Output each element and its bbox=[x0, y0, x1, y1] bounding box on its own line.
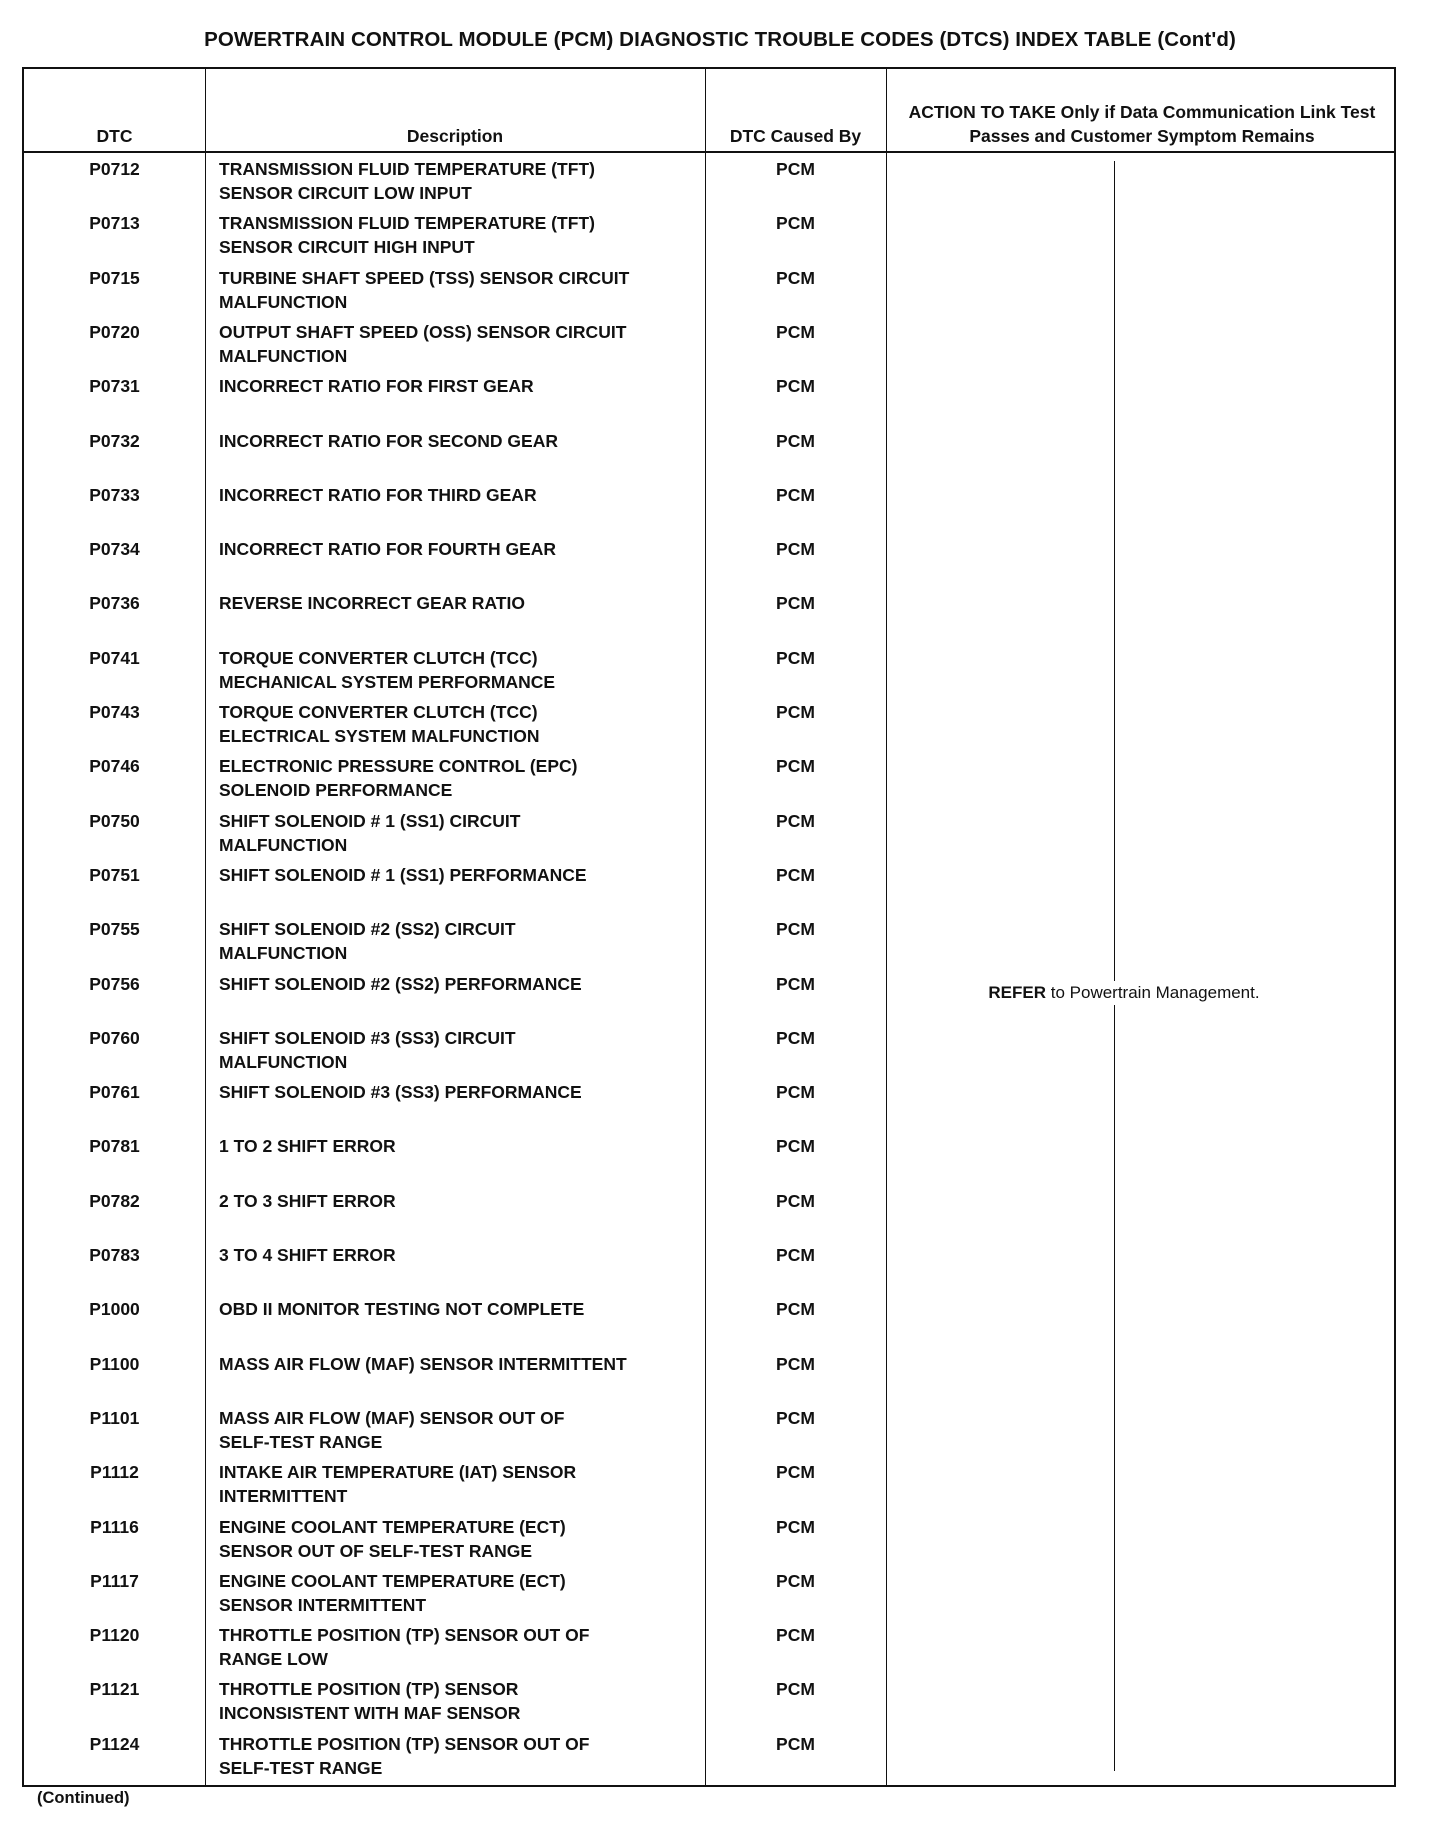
dtc-caused-by: PCM bbox=[776, 267, 815, 288]
dtc-caused-by: PCM bbox=[776, 1245, 815, 1265]
dtc-description bbox=[219, 320, 719, 368]
action-verb: REFER bbox=[988, 983, 1047, 1002]
description-line-1: INCORRECT RATIO FOR SECOND GEAR bbox=[219, 430, 558, 451]
description-line-1: ELECTRONIC PRESSURE CONTROL (EPC) bbox=[219, 756, 578, 777]
action-target: to Powertrain Management. bbox=[1050, 983, 1260, 1002]
header-description: Description bbox=[406, 126, 504, 146]
dtc-description bbox=[219, 1623, 719, 1671]
table-row bbox=[24, 1623, 1394, 1677]
dtc-description bbox=[219, 1243, 719, 1267]
description-line-1: MASS AIR FLOW (MAF) SENSOR OUT OF bbox=[219, 1407, 565, 1428]
description-line-2: MALFUNCTION bbox=[219, 834, 348, 855]
dtc-description bbox=[219, 1080, 719, 1104]
description-line-2: SELF-TEST RANGE bbox=[219, 1431, 383, 1452]
header-dtc: DTC bbox=[96, 126, 133, 146]
table-row bbox=[24, 537, 1394, 591]
dtc-code: P1121 bbox=[89, 1679, 140, 1700]
description-line-2: MALFUNCTION bbox=[219, 291, 348, 312]
dtc-code: P0751 bbox=[89, 864, 140, 885]
dtc-caused-by: PCM bbox=[776, 919, 815, 940]
description-line-2: MECHANICAL SYSTEM PERFORMANCE bbox=[219, 671, 556, 692]
description-line-1: 2 TO 3 SHIFT ERROR bbox=[219, 1190, 396, 1211]
dtc-code: P1117 bbox=[90, 1570, 139, 1591]
table-row bbox=[24, 1026, 1394, 1080]
dtc-description bbox=[219, 1189, 719, 1213]
description-line-1: TRANSMISSION FLUID TEMPERATURE (TFT) bbox=[219, 159, 595, 179]
dtc-code: P0715 bbox=[89, 267, 140, 288]
dtc-description bbox=[219, 917, 719, 965]
description-line-1: ENGINE COOLANT TEMPERATURE (ECT) bbox=[219, 1516, 566, 1537]
dtc-caused-by: PCM bbox=[776, 702, 815, 722]
dtc-description bbox=[219, 1677, 719, 1725]
table-row bbox=[24, 591, 1394, 645]
dtc-caused-by: PCM bbox=[776, 1136, 815, 1157]
dtc-code: P0720 bbox=[89, 321, 140, 342]
table-row bbox=[24, 809, 1394, 863]
dtc-code: P0746 bbox=[89, 756, 140, 777]
description-line-1: SHIFT SOLENOID # 1 (SS1) CIRCUIT bbox=[219, 810, 521, 831]
dtc-code: P1101 bbox=[89, 1407, 140, 1428]
table-row bbox=[24, 429, 1394, 483]
description-line-2: INTERMITTENT bbox=[219, 1486, 348, 1507]
description-line-1: REVERSE INCORRECT GEAR RATIO bbox=[219, 593, 525, 614]
dtc-code: P0733 bbox=[89, 484, 140, 505]
dtc-code: P0755 bbox=[89, 919, 140, 940]
dtc-description bbox=[219, 591, 719, 615]
table-row bbox=[24, 1189, 1394, 1243]
header-action: ACTION TO TAKE Only if Data Communication Link Test Passes and Customer Symptom Remains bbox=[908, 102, 1376, 146]
dtc-description bbox=[219, 1406, 719, 1454]
dtc-caused-by: PCM bbox=[776, 973, 815, 994]
description-line-1: INTAKE AIR TEMPERATURE (IAT) SENSOR bbox=[219, 1462, 577, 1483]
dtc-caused-by: PCM bbox=[776, 756, 815, 777]
description-line-1: SHIFT SOLENOID #2 (SS2) PERFORMANCE bbox=[219, 973, 582, 994]
description-line-2: SENSOR CIRCUIT LOW INPUT bbox=[219, 183, 472, 203]
dtc-caused-by: PCM bbox=[776, 1462, 815, 1483]
dtc-description bbox=[219, 1515, 719, 1563]
dtc-caused-by: PCM bbox=[776, 1679, 815, 1700]
dtc-description bbox=[219, 157, 719, 205]
dtc-caused-by: PCM bbox=[776, 539, 815, 560]
dtc-caused-by: PCM bbox=[776, 159, 815, 179]
dtc-code: P0731 bbox=[89, 376, 140, 397]
table-row bbox=[24, 646, 1394, 700]
description-line-1: OUTPUT SHAFT SPEED (OSS) SENSOR CIRCUIT bbox=[219, 321, 627, 342]
table-row bbox=[24, 1243, 1394, 1297]
description-line-1: TORQUE CONVERTER CLUTCH (TCC) bbox=[219, 702, 538, 722]
dtc-caused-by: PCM bbox=[776, 1733, 815, 1754]
action-instruction bbox=[900, 981, 1348, 1005]
description-line-2: SENSOR CIRCUIT HIGH INPUT bbox=[219, 237, 475, 258]
header-rule bbox=[24, 151, 1394, 153]
description-line-1: INCORRECT RATIO FOR THIRD GEAR bbox=[219, 484, 537, 505]
table-row bbox=[24, 1677, 1394, 1731]
table-row bbox=[24, 211, 1394, 265]
dtc-index-table bbox=[22, 67, 1396, 1787]
dtc-description bbox=[219, 646, 719, 694]
description-line-2: RANGE LOW bbox=[219, 1649, 328, 1670]
dtc-code: P0781 bbox=[89, 1136, 140, 1157]
description-line-1: SHIFT SOLENOID #2 (SS2) CIRCUIT bbox=[219, 919, 516, 940]
dtc-description bbox=[219, 266, 719, 314]
table-row bbox=[24, 1732, 1394, 1786]
description-line-1: THROTTLE POSITION (TP) SENSOR OUT OF bbox=[219, 1625, 590, 1646]
dtc-caused-by: PCM bbox=[776, 213, 815, 234]
dtc-caused-by: PCM bbox=[776, 1027, 815, 1048]
dtc-description bbox=[219, 754, 719, 802]
dtc-description bbox=[219, 374, 719, 398]
dtc-code: P0750 bbox=[89, 810, 140, 831]
dtc-description bbox=[219, 1297, 719, 1321]
description-line-2: MALFUNCTION bbox=[219, 1051, 348, 1072]
description-line-1: SHIFT SOLENOID # 1 (SS1) PERFORMANCE bbox=[219, 864, 587, 885]
dtc-description bbox=[219, 863, 719, 887]
table-row bbox=[24, 1080, 1394, 1134]
dtc-description bbox=[219, 700, 719, 748]
description-line-1: SHIFT SOLENOID #3 (SS3) PERFORMANCE bbox=[219, 1082, 582, 1103]
dtc-code: P1120 bbox=[89, 1625, 140, 1646]
dtc-description bbox=[219, 1026, 719, 1074]
description-line-2: ELECTRICAL SYSTEM MALFUNCTION bbox=[219, 726, 540, 746]
table-title: POWERTRAIN CONTROL MODULE (PCM) DIAGNOSTIC TROUBLE CODES (DTCS) INDEX TABLE (Cont'd) bbox=[204, 28, 1236, 51]
dtc-description bbox=[219, 211, 719, 259]
dtc-code: P0712 bbox=[89, 159, 140, 179]
description-line-2: INCONSISTENT WITH MAF SENSOR bbox=[219, 1703, 521, 1724]
table-row bbox=[24, 1515, 1394, 1569]
dtc-code: P0736 bbox=[89, 593, 140, 614]
description-line-2: SENSOR OUT OF SELF-TEST RANGE bbox=[219, 1540, 533, 1561]
dtc-code: P0782 bbox=[89, 1190, 140, 1211]
table-row bbox=[24, 320, 1394, 374]
dtc-description bbox=[219, 1732, 719, 1780]
dtc-description bbox=[219, 483, 719, 507]
table-row bbox=[24, 1406, 1394, 1460]
dtc-code: P0761 bbox=[89, 1082, 140, 1103]
description-line-1: INCORRECT RATIO FOR FOURTH GEAR bbox=[219, 539, 557, 560]
header-caused-by: DTC Caused By bbox=[729, 126, 862, 146]
table-row bbox=[24, 700, 1394, 754]
description-line-1: THROTTLE POSITION (TP) SENSOR bbox=[219, 1679, 519, 1700]
dtc-description bbox=[219, 1460, 719, 1508]
continued-note: (Continued) bbox=[37, 1789, 130, 1807]
dtc-description bbox=[219, 1569, 719, 1617]
dtc-caused-by: PCM bbox=[776, 1407, 815, 1428]
table-row bbox=[24, 754, 1394, 808]
description-line-1: 3 TO 4 SHIFT ERROR bbox=[219, 1245, 396, 1265]
description-line-2: MALFUNCTION bbox=[219, 943, 348, 964]
dtc-code: P0756 bbox=[89, 973, 140, 994]
dtc-caused-by: PCM bbox=[776, 810, 815, 831]
dtc-caused-by: PCM bbox=[776, 321, 815, 342]
table-row bbox=[24, 917, 1394, 971]
description-line-1: ENGINE COOLANT TEMPERATURE (ECT) bbox=[219, 1570, 566, 1591]
dtc-caused-by: PCM bbox=[776, 593, 815, 614]
table-row bbox=[24, 266, 1394, 320]
dtc-caused-by: PCM bbox=[776, 430, 815, 451]
action-column-rule bbox=[1114, 161, 1115, 1771]
description-line-1: MASS AIR FLOW (MAF) SENSOR INTERMITTENT bbox=[219, 1353, 627, 1374]
description-line-1: OBD II MONITOR TESTING NOT COMPLETE bbox=[219, 1299, 585, 1320]
dtc-code: P1124 bbox=[89, 1733, 140, 1754]
dtc-description bbox=[219, 429, 719, 453]
dtc-description bbox=[219, 972, 719, 996]
table-row bbox=[24, 483, 1394, 537]
dtc-code: P1112 bbox=[90, 1462, 139, 1483]
dtc-caused-by: PCM bbox=[776, 1625, 815, 1646]
table-row bbox=[24, 1352, 1394, 1406]
description-line-1: SHIFT SOLENOID #3 (SS3) CIRCUIT bbox=[219, 1027, 516, 1048]
description-line-1: 1 TO 2 SHIFT ERROR bbox=[219, 1136, 396, 1157]
dtc-caused-by: PCM bbox=[776, 1299, 815, 1320]
description-line-2: SELF-TEST RANGE bbox=[219, 1757, 383, 1778]
dtc-code: P0760 bbox=[89, 1027, 140, 1048]
dtc-code: P0741 bbox=[89, 647, 140, 668]
table-row bbox=[24, 1134, 1394, 1188]
dtc-caused-by: PCM bbox=[776, 1082, 815, 1103]
description-line-1: TURBINE SHAFT SPEED (TSS) SENSOR CIRCUIT bbox=[219, 267, 630, 288]
table-row bbox=[24, 1460, 1394, 1514]
table-row bbox=[24, 1569, 1394, 1623]
table-row bbox=[24, 374, 1394, 428]
description-line-1: THROTTLE POSITION (TP) SENSOR OUT OF bbox=[219, 1733, 590, 1754]
dtc-caused-by: PCM bbox=[776, 647, 815, 668]
dtc-description bbox=[219, 809, 719, 857]
dtc-caused-by: PCM bbox=[776, 376, 815, 397]
description-line-2: MALFUNCTION bbox=[219, 345, 348, 366]
dtc-code: P0734 bbox=[89, 539, 140, 560]
description-line-1: TORQUE CONVERTER CLUTCH (TCC) bbox=[219, 647, 538, 668]
table-row bbox=[24, 863, 1394, 917]
description-line-1: TRANSMISSION FLUID TEMPERATURE (TFT) bbox=[219, 213, 595, 234]
dtc-description bbox=[219, 1352, 719, 1376]
dtc-caused-by: PCM bbox=[776, 1353, 815, 1374]
table-row bbox=[24, 1297, 1394, 1351]
dtc-code: P1000 bbox=[89, 1299, 140, 1320]
table-row bbox=[24, 157, 1394, 211]
description-line-2: SENSOR INTERMITTENT bbox=[219, 1594, 427, 1615]
dtc-caused-by: PCM bbox=[776, 1516, 815, 1537]
description-line-2: SOLENOID PERFORMANCE bbox=[219, 780, 453, 801]
dtc-code: P0713 bbox=[89, 213, 140, 234]
dtc-caused-by: PCM bbox=[776, 1190, 815, 1211]
dtc-code: P0732 bbox=[89, 430, 140, 451]
dtc-caused-by: PCM bbox=[776, 484, 815, 505]
dtc-code: P0783 bbox=[89, 1245, 140, 1265]
dtc-code: P1116 bbox=[90, 1516, 139, 1537]
dtc-description bbox=[219, 537, 719, 561]
dtc-code: P0743 bbox=[89, 702, 140, 722]
dtc-code: P1100 bbox=[89, 1353, 140, 1374]
description-line-1: INCORRECT RATIO FOR FIRST GEAR bbox=[219, 376, 534, 397]
dtc-description bbox=[219, 1134, 719, 1158]
dtc-caused-by: PCM bbox=[776, 864, 815, 885]
dtc-caused-by: PCM bbox=[776, 1570, 815, 1591]
